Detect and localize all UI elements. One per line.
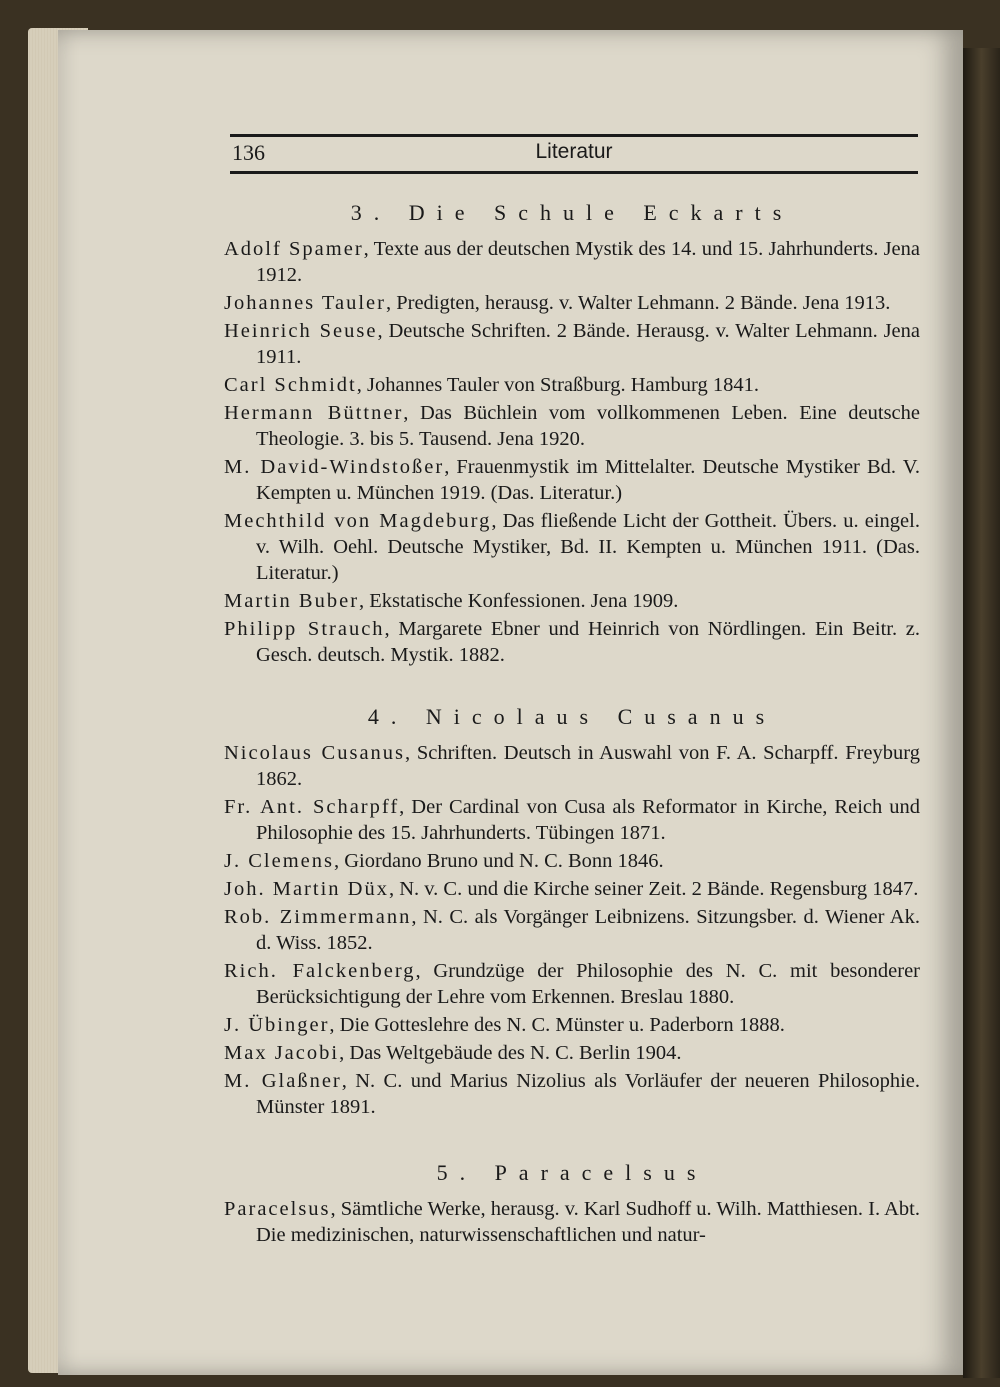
entry-author: Adolf Spamer — [224, 238, 364, 260]
entry-text: , Das Büchlein vom vollkommenen Leben. Eine deutsche Theologie. 3. bis 5. Tausend. Jena 1920. — [256, 402, 921, 450]
entry-text: , Schriften. Deutsch in Auswahl von F. A. Scharpff. Freyburg 1862. — [256, 742, 920, 790]
bib-entry — [224, 740, 920, 792]
entry-author: J. Clemens — [224, 850, 334, 872]
entry-text: , Sämtliche Werke, herausg. v. Karl Sudhoff u. Wilh. Matthiesen. I. Abt. Die medizinischen, naturwissenschaftlichen und natur- — [256, 1198, 920, 1246]
entry-author: Max Jacobi — [224, 1042, 340, 1064]
entry-author: Johannes Tauler — [224, 292, 386, 314]
entry-text: , N. C. und Marius Nizolius als Vorläufer der neueren Philosophie. Münster 1891. — [256, 1070, 920, 1118]
entry-text: , Der Cardinal von Cusa als Reformator in Kirche, Reich und Philosophie des 15. Jahrhunderts. Tübingen 1871. — [256, 796, 920, 844]
bib-entry — [224, 290, 920, 316]
entry-text: , Ekstatische Konfessionen. Jena 1909. — [359, 590, 679, 612]
bib-entry — [224, 588, 920, 614]
section-title: 4. Nicolaus Cusanus — [367, 704, 777, 729]
page-number: 136 — [232, 140, 265, 165]
bib-entry — [224, 958, 920, 1010]
bibliography — [224, 200, 920, 1250]
bib-entry — [224, 454, 920, 506]
entry-author: Hermann Büttner — [224, 402, 404, 424]
entry-author: Rob. Zimmermann — [224, 906, 412, 928]
entry-text: , Das Weltgebäude des N. C. Berlin 1904. — [339, 1042, 682, 1064]
entry-author: Rich. Falckenberg — [224, 960, 416, 982]
bib-entry — [224, 1012, 920, 1038]
entry-text: , Deutsche Schriften. 2 Bände. Herausg. v. Walter Lehmann. Jena 1911. — [256, 320, 921, 368]
entry-text: , Texte aus der deutschen Mystik des 14. und 15. Jahrhunderts. Jena 1912. — [256, 238, 921, 286]
bib-entry — [224, 876, 920, 902]
bib-entry — [224, 236, 920, 288]
bib-entry — [224, 508, 920, 586]
section-title: 3. Die Schule Eckarts — [350, 200, 794, 225]
entry-author: M. Glaßner — [224, 1070, 342, 1092]
section-gap — [224, 670, 920, 694]
entry-text: , Giordano Bruno und N. C. Bonn 1846. — [333, 850, 664, 872]
entry-author: J. Übinger — [224, 1014, 330, 1036]
entry-author: Martin Buber — [224, 590, 360, 612]
book-spine — [963, 48, 1000, 1378]
entry-text: , N. v. C. und die Kirche seiner Zeit. 2 Bände. Regensburg 1847. — [388, 878, 919, 900]
entry-author: Heinrich Seuse — [224, 320, 378, 342]
entry-author: Mechthild von Magdeburg — [224, 510, 492, 532]
entry-author: Fr. Ant. Scharpff — [224, 796, 400, 818]
entry-text: , Johannes Tauler von Straßburg. Hamburg 1841. — [356, 374, 760, 396]
bib-entry — [224, 400, 920, 452]
running-title: Literatur — [535, 140, 613, 163]
bib-entry — [224, 1196, 920, 1248]
header-rule-top — [230, 134, 918, 137]
entry-text: , Predigten, herausg. v. Walter Lehmann. 2 Bände. Jena 1913. — [385, 292, 891, 314]
entry-text: , Frauenmystik im Mittelalter. Deutsche Mystiker Bd. V. Kempten u. München 1919. (Das. Literatur.) — [256, 456, 920, 504]
entry-text: , Grundzüge der Philosophie des N. C. mit besonderer Berücksichtigung der Lehre vom Erkennen. Breslau 1880. — [256, 960, 921, 1008]
entry-author: Carl Schmidt — [224, 374, 357, 396]
entry-text: , Die Gotteslehre des N. C. Münster u. Paderborn 1888. — [329, 1014, 785, 1036]
entry-author: Joh. Martin Düx — [224, 878, 389, 900]
entry-author: Philipp Strauch — [224, 618, 385, 640]
section-title: 5. Paracelsus — [436, 1160, 708, 1185]
header-rule-bottom — [230, 171, 918, 174]
entry-text: , Margarete Ebner und Heinrich von Nördlingen. Ein Beitr. z. Gesch. deutsch. Mystik. 1882. — [256, 618, 920, 666]
bib-entry — [224, 318, 920, 370]
bib-entry — [224, 616, 920, 668]
bib-entry — [224, 1068, 920, 1120]
bib-entry — [224, 372, 920, 398]
bib-entry — [224, 848, 920, 874]
bib-entry — [224, 1040, 920, 1066]
entry-author: Nicolaus Cusanus — [224, 742, 406, 764]
entry-author: M. David-Windstoßer — [224, 456, 445, 478]
section-gap — [224, 1122, 920, 1146]
bib-entry — [224, 794, 920, 846]
entry-text: , Das fließende Licht der Gottheit. Übers. u. eingel. v. Wilh. Oehl. Deutsche Mystiker, Bd. II. Kempten u. München 1911. (Das. Literatur.) — [256, 510, 920, 584]
entry-text: , N. C. als Vorgänger Leibnizens. Sitzungsber. d. Wiener Ak. d. Wiss. 1852. — [256, 906, 920, 954]
bib-entry — [224, 904, 920, 956]
entry-author: Paracelsus — [224, 1198, 331, 1220]
